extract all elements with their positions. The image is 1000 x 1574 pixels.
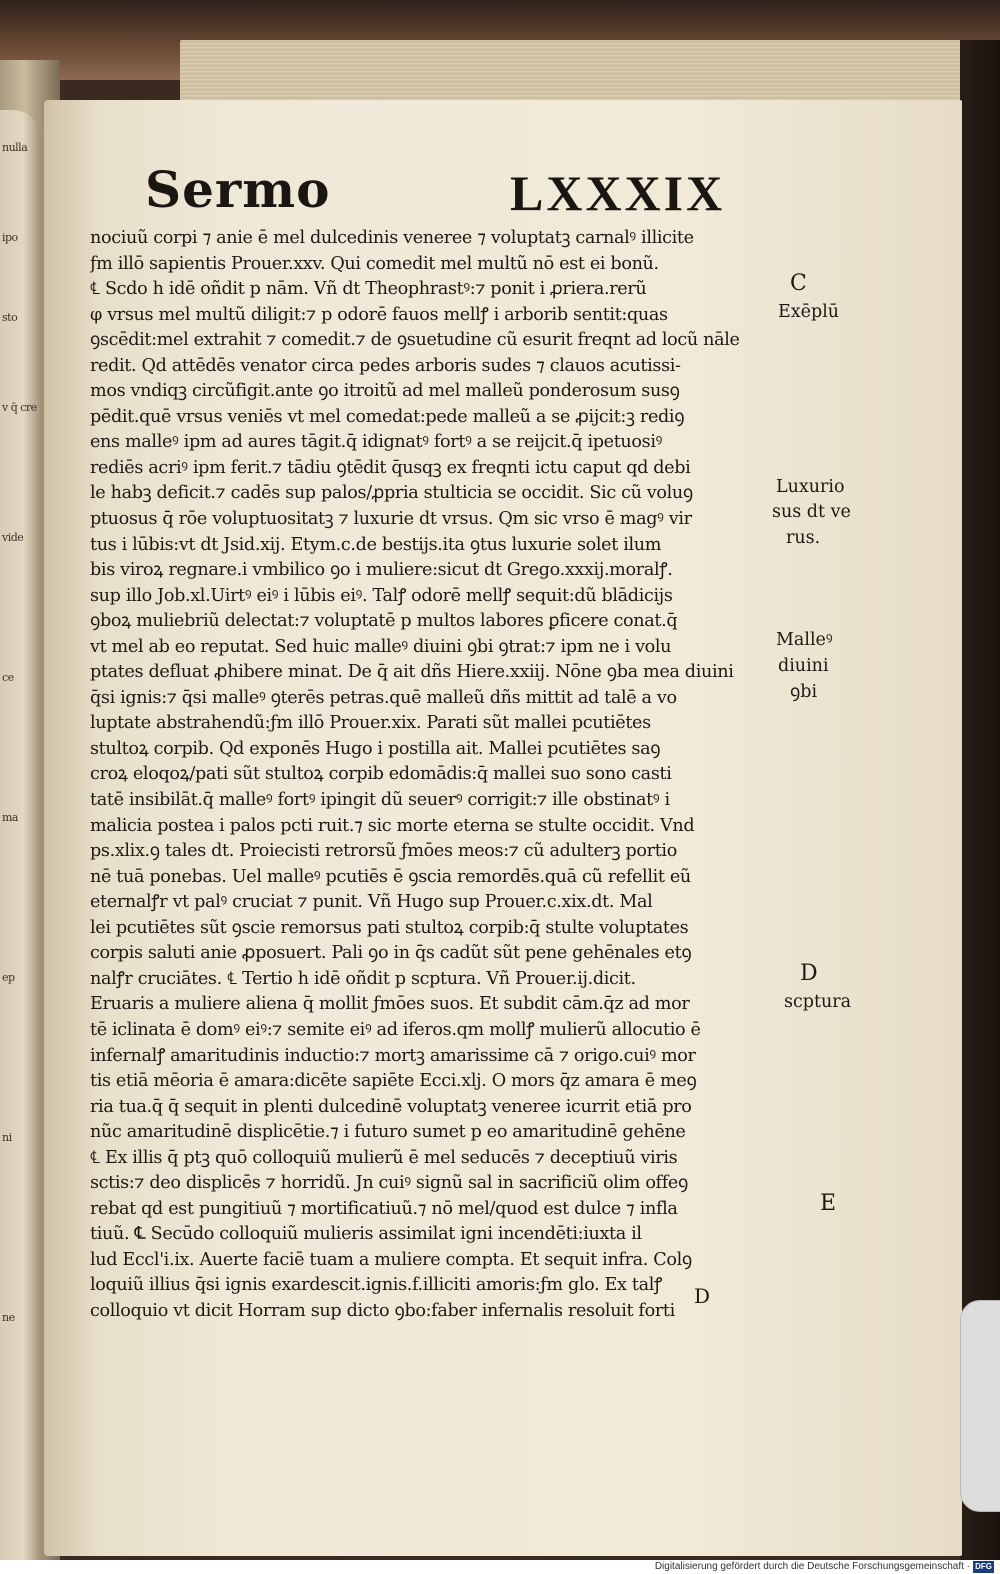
- running-head: [145, 160, 745, 230]
- text-line: rebat qd est pungitiuũ ⁊ mortificatiuũ.⁊ nō mel/quod est dulce ⁊ infla: [90, 1198, 678, 1219]
- text-line: pēdit.quē vrsus veniēs vt mel comedat:pede malleũ a se ꝓijcit:ꝫ rediꝯ: [90, 406, 685, 427]
- facing-page-fragment: ipo: [2, 231, 18, 244]
- text-line: nũc amaritudinē displicētie.⁊ i futuro sumet p eo amaritudinē gehēne: [90, 1122, 686, 1143]
- text-line: eternalꝭr vt palꝰ cruciat ⁊ punit. Vñ Hugo sup Prouer.c.xix.dt. Mal: [90, 892, 653, 913]
- text-line: malicia postea i palos pcti ruit.⁊ sic morte eterna se stulte occidit. Vnd: [90, 815, 695, 836]
- marginal-letter: D: [800, 961, 818, 986]
- text-line: ria tua.q̄ q̄ sequit in plenti dulcedinē voluptatꝫ venereе icurrit etiā pro: [90, 1096, 692, 1117]
- text-line: corpis saluti anie ꝓposuert. Pali ꝯo in q̄s cadũt sũt pene gehēnales etꝯ: [90, 943, 692, 964]
- text-line: nalꝭr cruciātes. ℄ Tertio h idē oñdit p scptura. Vñ Prouer.ij.dicit.: [90, 968, 636, 989]
- text-line: le habꝫ deficit.⁊ cadēs sup palos/ꝓpria stulticia se occidit. Sic cũ voluꝯ: [90, 483, 693, 504]
- facing-page-fragment: v q̄ cre: [2, 401, 37, 414]
- text-line: ꝯboꝝ muliebriũ delectat:⁊ voluptatē p multos labores ꝑficere conat.q̄: [90, 611, 678, 632]
- text-line: ptates defluat ꝓhibere minat. De q̄ ait dñs Hiere.xxiij. Nōne ꝯba mea diuini: [90, 662, 734, 683]
- text-line: colloquio vt dicit Horram sup dicto ꝯbo:faber infernalis resoluit forti: [90, 1300, 675, 1321]
- facing-page-fragment: ce: [2, 671, 14, 684]
- facing-page-fragment: ma: [2, 811, 18, 824]
- text-line: loquiũ illius q̄si ignis exardescit.ignis.f.illiciti amoris:ƒm glo. Ex talꝭ: [90, 1275, 662, 1296]
- text-line: ꝯscēdit:mel extrahit ⁊ comedit.⁊ de ꝯsuetudine cũ esurit freqnt ad locũ nāle: [90, 330, 740, 351]
- marginal-note: diuini: [778, 656, 829, 676]
- text-line: tē iclinata ē domꝰ eiꝰ:⁊ semite eiꝰ ad iferos.qm mollꝭ mulierũ allocutio ē: [90, 1019, 701, 1040]
- facing-page-fragment: ne: [2, 1311, 15, 1324]
- marginal-letter: E: [820, 1191, 837, 1216]
- text-line: vt mel ab eo reputat. Sed huic malleꝰ diuini ꝯbi ꝯtrat:⁊ ipm ne i volu: [90, 636, 672, 657]
- folio-number: LXXXIX: [510, 165, 726, 221]
- text-line: Eruaris a muliere aliena q̄ mollit ƒmōes suos. Et subdit cām.q̄z ad mor: [90, 994, 690, 1015]
- marginal-note: ꝯbi: [790, 682, 818, 702]
- text-block: [90, 226, 770, 1325]
- text-line: lei pcutiētes sũt ꝯscie remorsus pati stultoꝝ corpib:q̄ stulte voluptates: [90, 917, 689, 938]
- catchword: D: [694, 1284, 711, 1308]
- footer-credit: Digitalisierung gefördert durch die Deutsche Forschungsgemeinschaft ·: [654, 1561, 970, 1572]
- text-line: ens malleꝰ ipm ad aures tāgit.q̄ idignatꝰ fortꝰ a se reijcit.q̄ ipetuosiꝰ: [90, 432, 662, 453]
- text-line: lud Eccl'i.ix. Auerte faciē tuam a muliere compta. Et sequit infra. Colꝯ: [90, 1249, 692, 1270]
- running-head-title: Sermo: [145, 160, 331, 219]
- facing-page-fragment: ni: [2, 1131, 12, 1144]
- text-line: tiuũ. ℄ Secūdo colloquiũ mulieris assimilat igni incendēti:iuxta il: [90, 1224, 642, 1245]
- text-line: ps.xlix.ꝯ tales dt. Proiecisti retrorsũ ƒmōes meos:⁊ cũ adulterꝫ portio: [90, 841, 677, 862]
- facing-page-fragment: sto: [2, 311, 18, 324]
- scan-bookmark-tab: [960, 1300, 1000, 1512]
- text-line: nociuũ corpi ⁊ anie ē mel dulcedinis venereе ⁊ voluptatꝫ carnalꝰ illicite: [90, 228, 694, 248]
- facing-page-fragment: nulla: [2, 141, 28, 154]
- marginal-note: rus.: [786, 528, 821, 548]
- marginal-note: sus dt ve: [772, 502, 851, 522]
- text-line: nē tuā ponebas. Uel malleꝰ pcutiēs ē ꝯscia remordēs.quā cũ refellit eũ: [90, 866, 691, 887]
- marginal-note: Luxurio: [776, 477, 845, 497]
- text-line: sctis:⁊ deo displicēs ⁊ horridũ. Jn cuiꝰ signũ sal in sacrificiũ olim offeꝯ: [90, 1173, 688, 1194]
- facing-page-curl: [0, 110, 42, 1560]
- text-line: bis viroꝝ regnare.i vmbilico ꝯo i muliere:sicut dt Grego.xxxij.moralꝭ.: [90, 560, 673, 581]
- facing-page-fragment: vide: [2, 531, 24, 544]
- marginal-note: Malleꝰ: [776, 630, 833, 650]
- text-line: tis etiā mēoria ē amara:dicēte sapiēte Ecci.xlj. O mors q̄z amara ē meꝯ: [90, 1071, 697, 1092]
- marginal-note: Exēplū: [778, 302, 840, 322]
- text-line: ℄ Ex illis q̄ ptꝫ quō colloquiũ mulierũ ē mel seducēs ⁊ deceptiuũ viris: [90, 1147, 678, 1168]
- text-line: infernalꝭ amaritudinis inductio:⁊ mortꝫ amarissime cā ⁊ origo.cuiꝰ mor: [90, 1045, 696, 1066]
- text-line: ƒm illō sapientis Prouer.xxv. Qui comedit mel multũ nō est ei bonũ.: [90, 253, 659, 274]
- text-line: φ vrsus mel multũ diligit:⁊ p odorē fauos mellꝭ i arborib sentit:quas: [90, 304, 668, 325]
- dfg-logo: DFG: [975, 1562, 992, 1571]
- text-line: ℄ Scdo h idē oñdit p nām. Vñ dt Theophrastꝰ:⁊ ponit i ꝓriera.rerũ: [90, 279, 647, 300]
- text-line: luptate abstrahendũ:ƒm illō Prouer.xix. Parati sũt mallei pcutiētes: [90, 713, 651, 734]
- marginal-letter: C: [790, 271, 807, 296]
- text-line: ptuosus q̄ rōe voluptuositatꝫ ⁊ luxurie dt vrsus. Qm sic vrso ē magꝰ vir: [90, 509, 692, 530]
- text-line: rediēs acriꝰ ipm ferit.⁊ tādiu ꝯtēdit q̄usqꝫ ex freqnti ictu caput qd debi: [90, 457, 691, 478]
- text-line: q̄si ignis:⁊ q̄si malleꝰ ꝯterēs petras.quē malleũ dñs mittit ad talē a vo: [90, 687, 677, 708]
- text-line: tus i lūbis:vt dt Jsid.xij. Etym.c.de bestijs.ita ꝯtus luxurie solet ilum: [90, 534, 662, 555]
- text-line: sup illo Job.xl.Uirtꝰ eiꝰ i lūbis eiꝰ. Talꝭ odorē mellꝭ sequit:dũ blādicijs: [90, 585, 673, 606]
- text-line: mos vndiqꝫ circũfigit.ante ꝯo itroitũ ad mel malleũ ponderosum susꝯ: [90, 381, 680, 402]
- text-line: tatē insibilāt.q̄ malleꝰ fortꝰ ipingit dũ seuerꝰ corrigit:⁊ ille obstinatꝰ i: [90, 790, 670, 811]
- facing-page-fragment: ep: [2, 971, 15, 984]
- marginal-note: scptura: [784, 992, 852, 1012]
- text-line: redit. Qd attēdēs venator circa pedes arboris sudes ⁊ clauos acutissi-: [90, 355, 681, 376]
- text-line: croꝝ eloqoꝝ/pati sũt stultoꝝ corpib edomādis:q̄ mallei suo sono casti: [90, 764, 672, 785]
- text-line: stultoꝝ corpib. Qd exponēs Hugo i postilla ait. Mallei pcutiētes saꝯ: [90, 738, 661, 759]
